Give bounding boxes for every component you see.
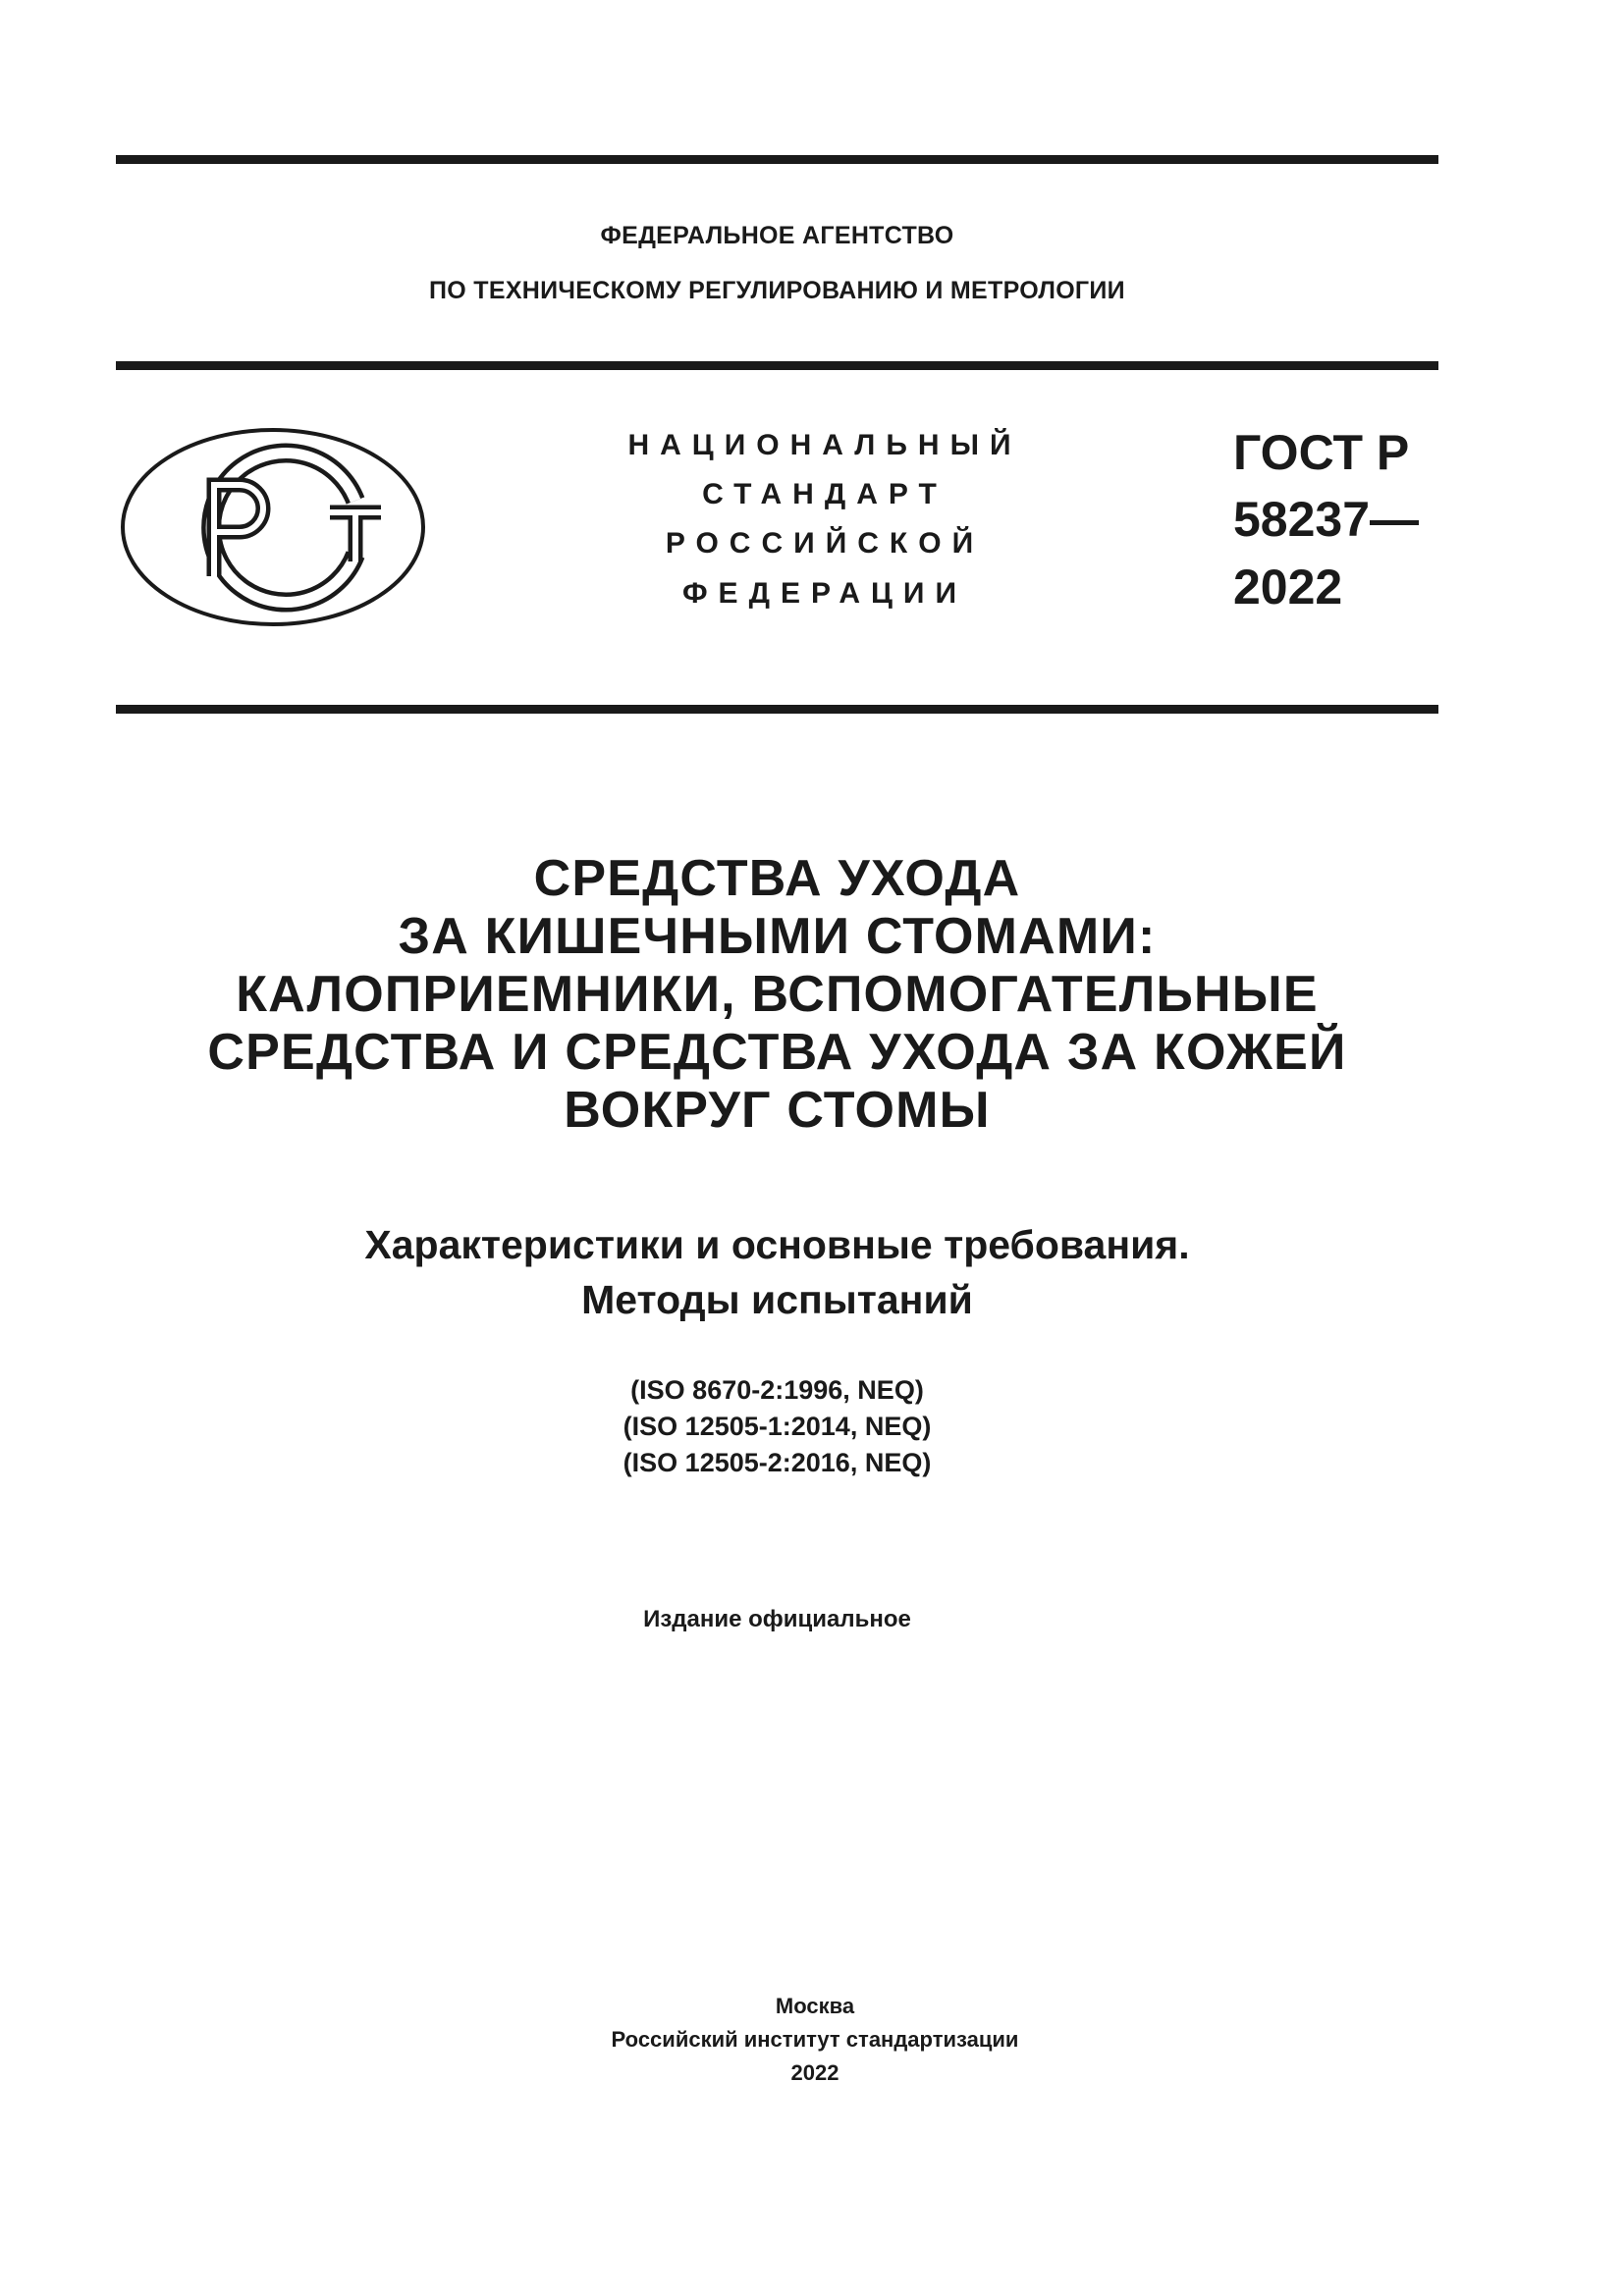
subtitle-line: Характеристики и основные требования. bbox=[364, 1222, 1190, 1267]
standard-type-line-3: РОССИЙСКОЙ bbox=[665, 527, 985, 560]
subtitle-line: Методы испытаний bbox=[581, 1277, 973, 1322]
title-line: ЗА КИШЕЧНЫМИ СТОМАМИ: bbox=[398, 908, 1157, 965]
publisher-imprint bbox=[275, 1990, 1355, 2090]
iso-reference: (ISO 12505-2:2016, NEQ) bbox=[623, 1448, 932, 1477]
agency-name-line-1: ФЕДЕРАЛЬНОЕ АГЕНТСТВО bbox=[600, 222, 954, 249]
designation-line-1: ГОСТ Р bbox=[1233, 425, 1410, 480]
iso-reference: (ISO 12505-1:2014, NEQ) bbox=[623, 1412, 932, 1441]
document-subtitle bbox=[116, 1217, 1438, 1327]
agency-name-line-2: ПО ТЕХНИЧЕСКОМУ РЕГУЛИРОВАНИЮ И МЕТРОЛОГИИ bbox=[429, 277, 1125, 304]
header-divider-rule bbox=[116, 361, 1438, 370]
top-rule bbox=[116, 155, 1438, 164]
title-line: СРЕДСТВА И СРЕДСТВА УХОДА ЗА КОЖЕЙ bbox=[207, 1024, 1347, 1081]
designation-line-3: 2022 bbox=[1233, 560, 1343, 614]
iso-reference: (ISO 8670-2:1996, NEQ) bbox=[630, 1375, 924, 1405]
publisher-city: Москва bbox=[775, 1994, 855, 2018]
designation-divider-rule bbox=[116, 705, 1438, 714]
document-title bbox=[116, 850, 1438, 1140]
standard-type-line-4: ФЕДЕРАЦИИ bbox=[681, 577, 968, 610]
edition-label: Издание официальное bbox=[643, 1606, 911, 1632]
standard-type-line-2: СТАНДАРТ bbox=[702, 478, 947, 510]
rst-certification-mark-icon bbox=[116, 424, 430, 630]
title-line: ВОКРУГ СТОМЫ bbox=[564, 1082, 991, 1139]
title-line: СРЕДСТВА УХОДА bbox=[533, 850, 1021, 907]
standard-type-line-1: НАЦИОНАЛЬНЫЙ bbox=[627, 429, 1022, 461]
title-line: КАЛОПРИЕМНИКИ, ВСПОМОГАТЕЛЬНЫЕ bbox=[236, 966, 1319, 1023]
publisher-year: 2022 bbox=[790, 2060, 839, 2085]
publisher-name: Российский институт стандартизации bbox=[611, 2027, 1019, 2052]
iso-references bbox=[116, 1372, 1438, 1481]
designation-line-2: 58237— bbox=[1233, 492, 1420, 547]
